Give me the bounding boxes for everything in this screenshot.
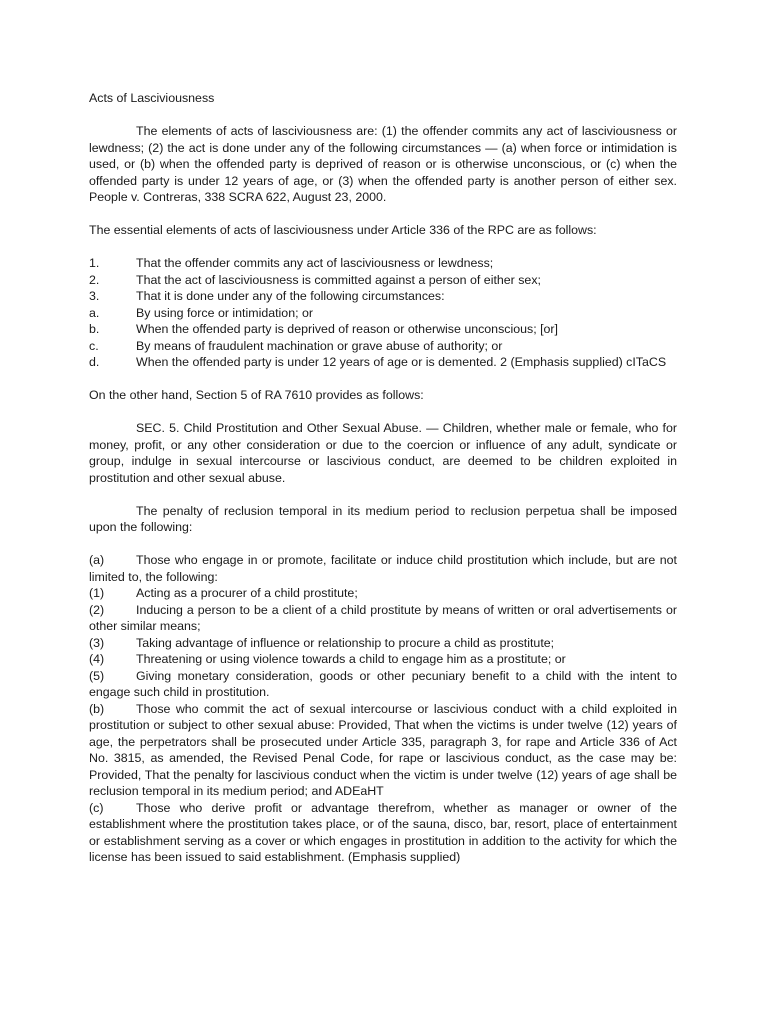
paragraph-penalty: The penalty of reclusion temporal in its medium period to reclusion perpetua shall be imposed upon the following: (89, 503, 677, 534)
list-marker: a. (89, 305, 100, 320)
list-item-text: That the offender commits any act of lasciviousness or lewdness; (136, 256, 494, 270)
list-item (89, 354, 677, 371)
list-item-text: When the offended party is under 12 years of age or is demented. 2 (Emphasis supplied) cITaCS (136, 355, 667, 369)
paragraph-other-hand: On the other hand, Section 5 of RA 7610 provides as follows: (89, 388, 424, 402)
list-item-text: Those who derive profit or advantage therefrom, whether as manager or owner of the establishment where the prostitution takes place, or of the sauna, disco, bar, resort, place of entertainment or establishment serving as a cover or which engages in prostitution in addition to the activity for which the license has been issued to said establishment. (Emphasis supplied) (89, 800, 677, 864)
paragraph-essential-elements: The essential elements of acts of lasciviousness under Article 336 of the RPC are as follows: (89, 223, 597, 237)
spacer (89, 404, 677, 421)
list-marker: 3. (89, 289, 100, 303)
list-marker: (b) (89, 701, 105, 716)
list-item-text: Inducing a person to be a client of a child prostitute by means of written or oral advertisements or other similar means; (89, 602, 677, 633)
list-marker: c. (89, 338, 99, 353)
list-marker: b. (89, 322, 100, 336)
document-body (89, 90, 677, 866)
spacer (89, 206, 677, 223)
list-item-text: That it is done under any of the following circumstances: (136, 289, 445, 303)
list-marker: d. (89, 355, 100, 369)
list-item-text: Threatening or using violence towards a child to engage him as a prostitute; or (136, 652, 566, 666)
list-marker: 2. (89, 272, 100, 287)
spacer (89, 371, 677, 388)
list-item (89, 552, 677, 585)
document-title: Acts of Lasciviousness (89, 91, 215, 105)
spacer (89, 536, 677, 553)
list-marker: (c) (89, 800, 104, 815)
spacer (89, 107, 677, 124)
paragraph-section-5: SEC. 5. Child Prostitution and Other Sexual Abuse. — Children, whether male or female, who for money, profit, or any other consideration or due to the coercion or influence of any adult, syndicate or group, indulge in sexual intercourse or lascivious conduct, are deemed to be children exploited in prostitution and other sexual abuse. (89, 421, 677, 485)
list-marker: (3) (89, 635, 105, 650)
list-item-text: Acting as a procurer of a child prostitute; (136, 586, 358, 600)
list-item (89, 338, 677, 355)
list-item-text: That the act of lasciviousness is committed against a person of either sex; (136, 272, 541, 287)
list-item (89, 602, 677, 635)
list-marker: (a) (89, 553, 105, 567)
list-item (89, 668, 677, 701)
spacer (89, 486, 677, 503)
spacer (89, 239, 677, 256)
list-item-text: Taking advantage of influence or relationship to procure a child as prostitute; (136, 635, 555, 650)
list-item-text: Those who commit the act of sexual intercourse or lascivious conduct with a child exploited in prostitution or subject to other sexual abuse: Provided, That when the victims is under twelve (12) years of age, the perpetrators shall be prosecuted under Article 335, paragraph 3, for rape and Article 336 of Act No. 3815, as amended, the Revised Penal Code, for rape or lascivious conduct, as the case may be: Provided, That the penalty for lascivious conduct when the victim is under twelve (12) years of age shall be reclusion temporal in its medium period; and ADEaHT (89, 701, 677, 798)
list-item-text: By using force or intimidation; or (136, 305, 313, 320)
list-item (89, 701, 677, 800)
elements-list (89, 255, 677, 371)
penalty-list (89, 552, 677, 866)
list-marker: (1) (89, 586, 105, 600)
list-marker: (2) (89, 602, 105, 617)
list-item (89, 288, 677, 305)
list-item (89, 255, 677, 272)
list-item (89, 800, 677, 866)
list-item (89, 305, 677, 322)
list-item (89, 272, 677, 289)
list-item (89, 651, 677, 668)
list-marker: (5) (89, 668, 105, 683)
list-item (89, 585, 677, 602)
list-item-text: By means of fraudulent machination or grave abuse of authority; or (136, 338, 503, 353)
list-marker: 1. (89, 256, 100, 270)
list-item-text: Those who engage in or promote, facilitate or induce child prostitution which include, but are not limited to, the following: (89, 553, 677, 584)
list-item-text: Giving monetary consideration, goods or other pecuniary benefit to a child with the intent to engage such child in prostitution. (89, 668, 677, 699)
paragraph-elements: The elements of acts of lasciviousness are: (1) the offender commits any act of lasciviousness or lewdness; (2) the act is done under any of the following circumstances — (a) when force or intimidation is used, or (b) when the offended party is deprived of reason or is otherwise unconscious, or (c) when the offended party is under 12 years of age, or (3) when the offended party is another person of either sex. People v. Contreras, 338 SCRA 622, August 23, 2000. (89, 124, 677, 204)
list-item (89, 321, 677, 338)
list-item-text: When the offended party is deprived of reason or otherwise unconscious; [or] (136, 322, 558, 336)
list-marker: (4) (89, 652, 105, 666)
list-item (89, 635, 677, 652)
